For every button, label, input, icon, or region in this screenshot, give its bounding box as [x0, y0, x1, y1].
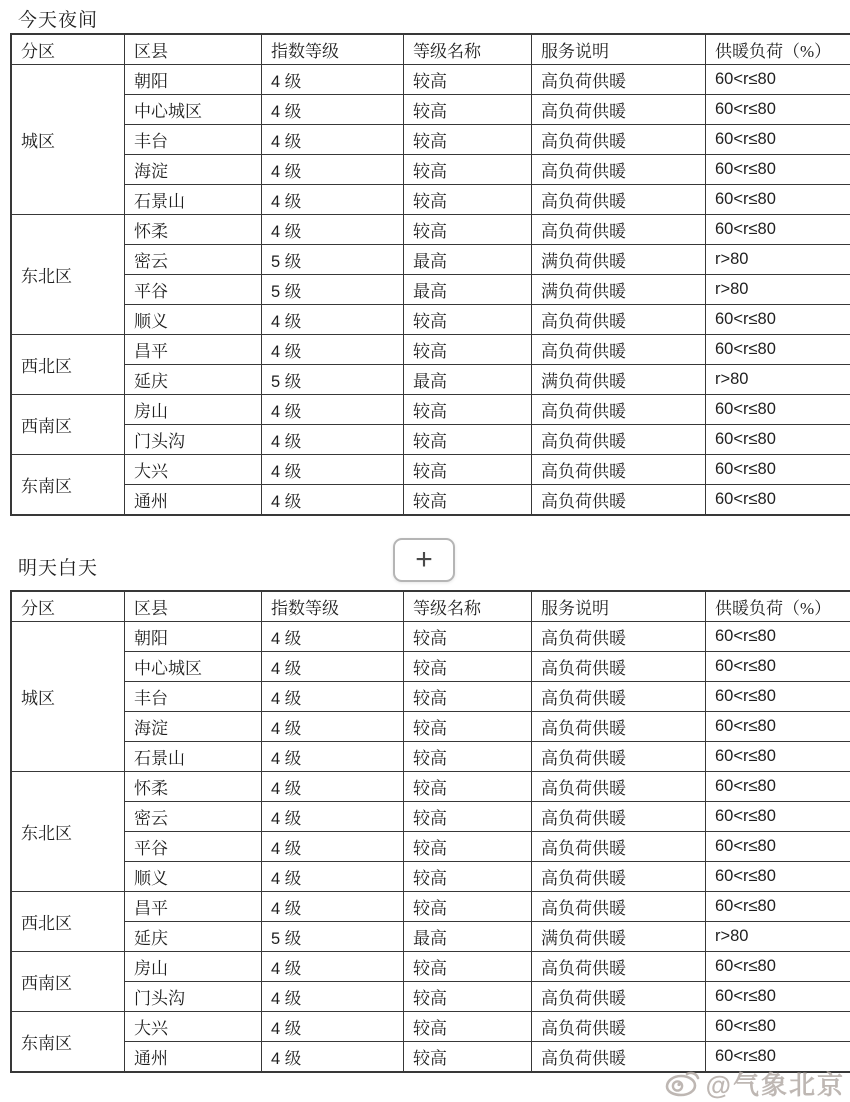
table-row	[11, 712, 850, 742]
region-cell: 东南区	[11, 455, 125, 516]
load-cell: 60<r≤80	[706, 802, 850, 832]
column-header-0: 分区	[11, 591, 125, 622]
table-row	[11, 1012, 850, 1042]
column-header-0: 分区	[11, 34, 125, 65]
load-cell: 60<r≤80	[706, 862, 850, 892]
county-cell: 房山	[125, 952, 262, 982]
level-name-cell: 最高	[404, 275, 532, 305]
level-name-cell: 较高	[404, 305, 532, 335]
table-row	[11, 622, 850, 652]
load-cell: 60<r≤80	[706, 305, 850, 335]
level-name-cell: 较高	[404, 802, 532, 832]
table1-title: 今天夜间	[18, 10, 99, 31]
column-header-2: 指数等级	[262, 591, 404, 622]
column-header-4: 服务说明	[532, 34, 706, 65]
level-name-cell: 较高	[404, 652, 532, 682]
level-cell: 4 级	[262, 1042, 404, 1073]
table-row	[11, 365, 850, 395]
table-row	[11, 832, 850, 862]
region-cell: 西北区	[11, 335, 125, 395]
county-cell: 石景山	[125, 742, 262, 772]
level-name-cell: 较高	[404, 952, 532, 982]
county-cell: 通州	[125, 1042, 262, 1073]
service-cell: 高负荷供暖	[532, 125, 706, 155]
table-row	[11, 245, 850, 275]
load-cell: 60<r≤80	[706, 455, 850, 485]
county-cell: 密云	[125, 245, 262, 275]
level-cell: 4 级	[262, 335, 404, 365]
load-cell: 60<r≤80	[706, 1012, 850, 1042]
service-cell: 高负荷供暖	[532, 185, 706, 215]
level-cell: 4 级	[262, 95, 404, 125]
load-cell: 60<r≤80	[706, 982, 850, 1012]
table-row	[11, 1042, 850, 1073]
county-cell: 怀柔	[125, 772, 262, 802]
level-cell: 4 级	[262, 155, 404, 185]
service-cell: 高负荷供暖	[532, 832, 706, 862]
service-cell: 满负荷供暖	[532, 922, 706, 952]
level-cell: 4 级	[262, 1012, 404, 1042]
level-cell: 4 级	[262, 982, 404, 1012]
level-name-cell: 最高	[404, 922, 532, 952]
level-name-cell: 较高	[404, 622, 532, 652]
county-cell: 延庆	[125, 922, 262, 952]
service-cell: 高负荷供暖	[532, 622, 706, 652]
service-cell: 高负荷供暖	[532, 892, 706, 922]
plus-icon: +	[415, 543, 433, 576]
level-cell: 4 级	[262, 215, 404, 245]
region-cell: 东北区	[11, 215, 125, 335]
county-cell: 房山	[125, 395, 262, 425]
load-cell: 60<r≤80	[706, 712, 850, 742]
load-cell: 60<r≤80	[706, 155, 850, 185]
county-cell: 昌平	[125, 335, 262, 365]
service-cell: 高负荷供暖	[532, 455, 706, 485]
forecast-table-today-night	[10, 33, 850, 516]
level-cell: 4 级	[262, 682, 404, 712]
level-name-cell: 较高	[404, 185, 532, 215]
service-cell: 满负荷供暖	[532, 245, 706, 275]
region-cell: 城区	[11, 622, 125, 772]
level-cell: 5 级	[262, 365, 404, 395]
county-cell: 平谷	[125, 275, 262, 305]
service-cell: 高负荷供暖	[532, 215, 706, 245]
county-cell: 平谷	[125, 832, 262, 862]
level-cell: 4 级	[262, 892, 404, 922]
county-cell: 丰台	[125, 682, 262, 712]
service-cell: 高负荷供暖	[532, 772, 706, 802]
table-row	[11, 275, 850, 305]
load-cell: 60<r≤80	[706, 485, 850, 516]
load-cell: 60<r≤80	[706, 395, 850, 425]
county-cell: 顺义	[125, 862, 262, 892]
level-cell: 4 级	[262, 65, 404, 95]
level-name-cell: 较高	[404, 395, 532, 425]
region-cell: 东北区	[11, 772, 125, 892]
table-row	[11, 862, 850, 892]
county-cell: 朝阳	[125, 622, 262, 652]
level-cell: 4 级	[262, 802, 404, 832]
table-row	[11, 455, 850, 485]
level-cell: 4 级	[262, 742, 404, 772]
expand-button[interactable]	[393, 538, 455, 582]
service-cell: 高负荷供暖	[532, 65, 706, 95]
level-cell: 5 级	[262, 275, 404, 305]
county-cell: 昌平	[125, 892, 262, 922]
level-name-cell: 较高	[404, 832, 532, 862]
load-cell: r>80	[706, 365, 850, 395]
column-header-4: 服务说明	[532, 591, 706, 622]
county-cell: 丰台	[125, 125, 262, 155]
load-cell: 60<r≤80	[706, 652, 850, 682]
level-name-cell: 较高	[404, 862, 532, 892]
load-cell: 60<r≤80	[706, 682, 850, 712]
service-cell: 高负荷供暖	[532, 652, 706, 682]
level-cell: 4 级	[262, 712, 404, 742]
load-cell: 60<r≤80	[706, 1042, 850, 1073]
service-cell: 高负荷供暖	[532, 485, 706, 516]
load-cell: 60<r≤80	[706, 952, 850, 982]
service-cell: 高负荷供暖	[532, 95, 706, 125]
service-cell: 高负荷供暖	[532, 425, 706, 455]
service-cell: 高负荷供暖	[532, 1042, 706, 1073]
table-row	[11, 922, 850, 952]
region-cell: 西北区	[11, 892, 125, 952]
level-cell: 4 级	[262, 395, 404, 425]
county-cell: 朝阳	[125, 65, 262, 95]
column-header-5: 供暖负荷（%）	[706, 34, 850, 65]
service-cell: 高负荷供暖	[532, 155, 706, 185]
column-header-1: 区县	[125, 591, 262, 622]
level-name-cell: 较高	[404, 1042, 532, 1073]
service-cell: 高负荷供暖	[532, 982, 706, 1012]
load-cell: 60<r≤80	[706, 742, 850, 772]
load-cell: r>80	[706, 922, 850, 952]
level-cell: 4 级	[262, 485, 404, 516]
county-cell: 怀柔	[125, 215, 262, 245]
level-name-cell: 较高	[404, 335, 532, 365]
table2-title: 明天白天	[18, 558, 99, 579]
column-header-3: 等级名称	[404, 34, 532, 65]
county-cell: 海淀	[125, 155, 262, 185]
level-name-cell: 较高	[404, 155, 532, 185]
table-row	[11, 982, 850, 1012]
column-header-2: 指数等级	[262, 34, 404, 65]
county-cell: 顺义	[125, 305, 262, 335]
table-row	[11, 335, 850, 365]
service-cell: 高负荷供暖	[532, 335, 706, 365]
level-name-cell: 最高	[404, 245, 532, 275]
level-cell: 4 级	[262, 622, 404, 652]
load-cell: 60<r≤80	[706, 892, 850, 922]
level-cell: 4 级	[262, 125, 404, 155]
table-row	[11, 395, 850, 425]
forecast-table-tomorrow-day	[10, 590, 850, 1073]
level-cell: 4 级	[262, 952, 404, 982]
column-header-3: 等级名称	[404, 591, 532, 622]
load-cell: 60<r≤80	[706, 772, 850, 802]
county-cell: 密云	[125, 802, 262, 832]
load-cell: 60<r≤80	[706, 622, 850, 652]
level-name-cell: 较高	[404, 485, 532, 516]
service-cell: 高负荷供暖	[532, 395, 706, 425]
region-cell: 西南区	[11, 395, 125, 455]
service-cell: 满负荷供暖	[532, 365, 706, 395]
region-cell: 西南区	[11, 952, 125, 1012]
level-name-cell: 较高	[404, 1012, 532, 1042]
level-cell: 4 级	[262, 425, 404, 455]
service-cell: 高负荷供暖	[532, 802, 706, 832]
level-name-cell: 较高	[404, 125, 532, 155]
level-cell: 4 级	[262, 862, 404, 892]
table-row	[11, 952, 850, 982]
table-row	[11, 125, 850, 155]
table-row	[11, 425, 850, 455]
service-cell: 高负荷供暖	[532, 742, 706, 772]
county-cell: 门头沟	[125, 425, 262, 455]
table-row	[11, 155, 850, 185]
load-cell: 60<r≤80	[706, 215, 850, 245]
level-cell: 4 级	[262, 652, 404, 682]
level-name-cell: 较高	[404, 455, 532, 485]
level-cell: 4 级	[262, 455, 404, 485]
level-cell: 4 级	[262, 185, 404, 215]
county-cell: 延庆	[125, 365, 262, 395]
level-name-cell: 较高	[404, 425, 532, 455]
level-cell: 4 级	[262, 305, 404, 335]
load-cell: 60<r≤80	[706, 832, 850, 862]
county-cell: 石景山	[125, 185, 262, 215]
region-cell: 城区	[11, 65, 125, 215]
load-cell: r>80	[706, 275, 850, 305]
county-cell: 大兴	[125, 455, 262, 485]
table-row	[11, 485, 850, 516]
county-cell: 海淀	[125, 712, 262, 742]
load-cell: 60<r≤80	[706, 125, 850, 155]
table-row	[11, 65, 850, 95]
column-header-1: 区县	[125, 34, 262, 65]
level-name-cell: 较高	[404, 65, 532, 95]
county-cell: 大兴	[125, 1012, 262, 1042]
service-cell: 满负荷供暖	[532, 275, 706, 305]
table-row	[11, 305, 850, 335]
level-name-cell: 较高	[404, 682, 532, 712]
county-cell: 门头沟	[125, 982, 262, 1012]
header-row	[11, 591, 850, 622]
level-name-cell: 较高	[404, 712, 532, 742]
service-cell: 高负荷供暖	[532, 682, 706, 712]
load-cell: 60<r≤80	[706, 95, 850, 125]
level-cell: 4 级	[262, 832, 404, 862]
table-row	[11, 772, 850, 802]
watermark-text: @气象北京	[705, 1069, 845, 1100]
level-name-cell: 较高	[404, 215, 532, 245]
level-name-cell: 较高	[404, 772, 532, 802]
level-name-cell: 较高	[404, 95, 532, 125]
level-name-cell: 最高	[404, 365, 532, 395]
load-cell: 60<r≤80	[706, 425, 850, 455]
county-cell: 通州	[125, 485, 262, 516]
county-cell: 中心城区	[125, 652, 262, 682]
level-name-cell: 较高	[404, 982, 532, 1012]
table-row	[11, 682, 850, 712]
level-cell: 5 级	[262, 922, 404, 952]
service-cell: 高负荷供暖	[532, 1012, 706, 1042]
level-name-cell: 较高	[404, 742, 532, 772]
table-row	[11, 215, 850, 245]
load-cell: r>80	[706, 245, 850, 275]
table-row	[11, 742, 850, 772]
header-row	[11, 34, 850, 65]
load-cell: 60<r≤80	[706, 335, 850, 365]
table-row	[11, 652, 850, 682]
region-cell: 东南区	[11, 1012, 125, 1073]
service-cell: 高负荷供暖	[532, 952, 706, 982]
service-cell: 高负荷供暖	[532, 712, 706, 742]
table-row	[11, 892, 850, 922]
column-header-5: 供暖负荷（%）	[706, 591, 850, 622]
table-row	[11, 185, 850, 215]
level-name-cell: 较高	[404, 892, 532, 922]
service-cell: 高负荷供暖	[532, 305, 706, 335]
level-cell: 4 级	[262, 772, 404, 802]
load-cell: 60<r≤80	[706, 65, 850, 95]
table-row	[11, 95, 850, 125]
county-cell: 中心城区	[125, 95, 262, 125]
load-cell: 60<r≤80	[706, 185, 850, 215]
table-row	[11, 802, 850, 832]
level-cell: 5 级	[262, 245, 404, 275]
service-cell: 高负荷供暖	[532, 862, 706, 892]
